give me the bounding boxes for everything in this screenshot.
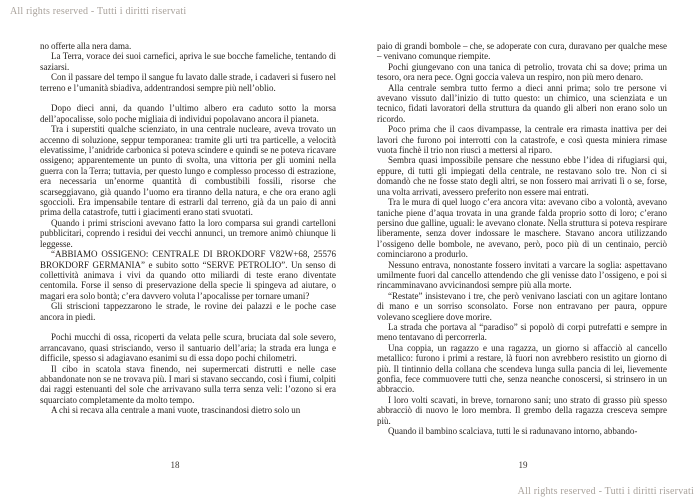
- paragraph: Sembra quasi impossibile pensare che nessuno ebbe l’idea di rifugiarsi qui, eppure, di tutti gli impiegati della centrale, ne restavano solo tre. Non ci si domandò che ne fosse stato degli altri, se non fossero mai arrivati lì o se, forse, una volta arrivati, avessero preferito non essere mai entrati.: [377, 155, 667, 197]
- right-page-text: [377, 41, 667, 436]
- header-copyright: All rights reserved - Tutti i diritti riservati: [10, 6, 187, 17]
- paragraph: Nessuno entrava, nonostante fossero invitati a varcare la soglia: aspettavano umilmente fuori dal cancello attendendo che gli venisse dato l’ossigeno, e poi si rincamminavano avvicinandosi sempre più alla morte.: [377, 259, 667, 291]
- paragraph: Gli striscioni tappezzarono le strade, le rovine dei palazzi e le poche case ancora in piedi.: [40, 301, 336, 322]
- left-page-number: 18: [170, 460, 180, 470]
- paragraph: Quando i primi striscioni avevano fatto la loro comparsa sui grandi cartelloni pubblicitari, coprendo i residui dei vecchi annunci, un tremore animò chiunque li leggesse.: [40, 217, 336, 249]
- right-page-number: 19: [518, 460, 528, 470]
- paragraph: paio di grandi bombole – che, se adoperate con cura, duravano per qualche mese – venivano comunque riempite.: [377, 41, 667, 62]
- paragraph: Il cibo in scatola stava finendo, nei supermercati distrutti e nelle case abbandonate non se ne trovava più. I mari si stavano seccando, così i fiumi, colpiti dai raggi estenuanti del sole che arrivavano sulla terra senza veli: l’ozono si era squarciato completamente da molto tempo.: [40, 363, 336, 405]
- paragraph: Dopo dieci anni, da quando l’ultimo albero era caduto sotto la morsa dell’apocalisse, solo poche migliaia di individui popolavano ancora il pianeta.: [40, 103, 336, 124]
- paragraph: Quando il bambino scalciava, tutti le si radunavano intorno, abbando-: [388, 426, 638, 437]
- paragraph: Con il passare del tempo il sangue fu lavato dalle strade, i cadaveri si fusero nel terreno e l’umanità sbiadiva, addentrandosi sempre più nell’oblio.: [40, 72, 336, 93]
- left-page-text: [40, 41, 336, 416]
- paragraph: La strada che portava al “paradiso” si popolò di corpi putrefatti e sempre in meno tentavano di percorrerla.: [377, 321, 667, 343]
- paragraph: La Terra, vorace dei suoi carnefici, apriva le sue bocche fameliche, tentando di saziarsi.: [40, 51, 336, 72]
- paragraph: Alla centrale sembra tutto fermo a dieci anni prima; solo tre persone vi avevano vissuto dall’inizio di tutto questo: un chimico, una scienziata e un tecnico, fidati lavoratori della struttura da quando gli alberi non erano solo un ricordo.: [377, 82, 667, 124]
- paragraph: no offerte alla nera dama.: [40, 41, 132, 51]
- paragraph: A chi si recava alla centrale a mani vuote, trascinandosi dietro solo un: [51, 405, 301, 416]
- paragraph: Tra le mura di quel luogo c’era ancora vita: avevano cibo a volontà, avevano taniche piene d’aqua trovata in una grande falda proprio sotto di loro; c’erano persino due galline, uguali: le avevano clonate. Nella struttura si poteva respirare liberamente, senza dover indossare le maschere. Stavano ancora utilizzando l’ossigeno delle bombole, ne avevano, però, poco più di un centinaio, perciò cominciarono a produrlo.: [377, 197, 667, 260]
- paragraph: I loro volti scavati, in breve, tornarono sani; uno strato di grasso più spesso abbracciò di nuovo le loro membra. Il grembo della ragazza cresceva sempre più.: [377, 394, 667, 426]
- footer-copyright: All rights reserved - Tutti i diritti riservati: [517, 486, 694, 497]
- paragraph: Pochi giungevano con una tanica di petrolio, trovata chi sa dove; prima un tesoro, ora nera pece. Ogni goccia valeva un respiro, non più mero denaro.: [377, 61, 667, 83]
- paragraph: Una coppia, un ragazzo e una ragazza, un giorno si affacciò al cancello metallico: furono i primi a restare, là fuori non avrebbero resistito un giorno di più. Il tintinnio della collana che scendeva lunga sulla pancia di lei, lievemente gonfia, fece commuovere tutti che, senza neanche conoscersi, si strinsero in un abbraccio.: [377, 342, 667, 395]
- paragraph: Poco prima che il caos divampasse, la centrale era rimasta inattiva per dei lavori che furono poi interrotti con la catastrofe, e così questa miniera rimase vuota finchè il trio non riuscì a mettersi al riparo.: [377, 124, 667, 156]
- paragraph: “Restate” insistevano i tre, che però venivano lasciati con un agitare lontano di mano e un sorriso sconsolato. Forse non entravano per paura, oppure volevano scegliere dove morire.: [377, 290, 667, 322]
- paragraph: Pochi mucchi di ossa, ricoperti da velata pelle scura, bruciata dal sole severo, arrancavano, quasi strisciando, verso il santuario dell’aria; la strada era lunga e difficile, spesso si adagiavano esanimi su di essa dopo pochi chilometri.: [40, 332, 336, 364]
- paragraph: Tra i superstiti qualche scienziato, in una centrale nucleare, aveva trovato un accenno di soluzione, seppur temporanea: tramite gli urti tra particelle, a velocità elevatissime, l’anidride carbonica si poteva scindere e quindi se ne poteva ricavare ossigeno; apparentemente un punto di svolta, una vittoria per gli uomini nella guerra con la Terra; tuttavia, per questo lungo e complesso processo di estrazione, era necessaria un’enorme quantità di combustibili fossili, risorse che scarseggiavano, già quando l’uomo era tiranno della natura, e che ora erano agli sgoccioli. Era impensabile tentare di estrarli dal terreno, già da un paio di anni prima della catastrofe, tutti i giacimenti erano stati svuotati.: [40, 124, 336, 218]
- paragraph: “ABBIAMO OSSIGENO: CENTRALE DI BROKDORF V82W+68, 25576 BROKDORF GERMANIA” e subito sotto “SERVE PETROLIO”. Un senso di collettività animava i vivi da quando otto miliardi di teste erano diventate centomila. Forse il senso di preservazione della specie li spingeva ad aiutare, o magari era solo bontà; c’era davvero voluta l’apocalisse per tornare umani?: [40, 249, 336, 301]
